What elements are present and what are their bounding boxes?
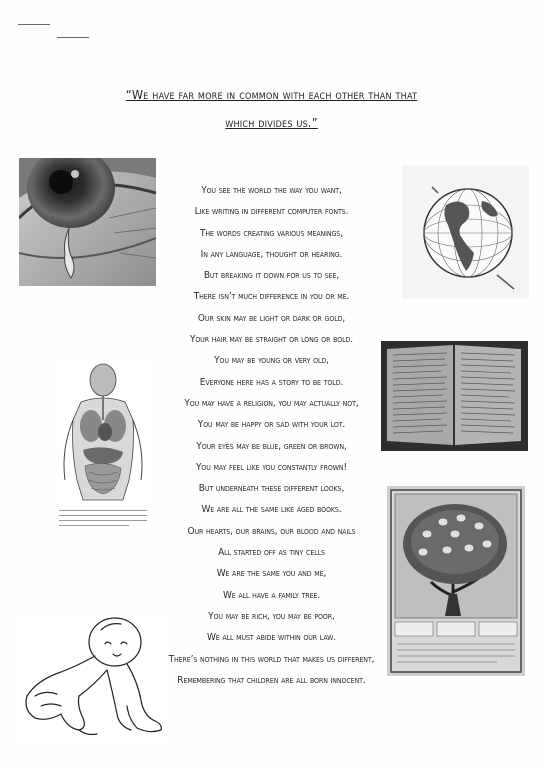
poem-line: Like writing in different computer fonts.	[194, 206, 349, 218]
scan-mark	[57, 37, 89, 38]
poem-line: You may feel like you constantly frown!	[195, 461, 348, 473]
poem-line: All started off as tiny cells	[218, 547, 325, 559]
poem-line: You may be happy or sad with your lot.	[197, 419, 346, 431]
globe-illustration	[402, 165, 529, 299]
poem-line: You may be rich, you may be poor,	[208, 610, 335, 622]
poem-line: But underneath these different looks,	[198, 483, 345, 495]
poem-line: Our hearts, our brains, our blood and nails	[187, 525, 356, 537]
anatomy-illustration	[53, 360, 153, 532]
poem-line: We all have a family tree.	[222, 589, 321, 601]
poem-line: Everyone here has a story to be told.	[199, 376, 344, 388]
poem-line: The words creating various meanings,	[200, 227, 343, 239]
baby-illustration	[17, 610, 167, 745]
quote-title-line-1: “We have far more in common with each other than that	[125, 87, 418, 102]
poem-line: There isn’t much difference in you or me.	[193, 291, 350, 303]
quote-title-line-2: which divides us.”	[225, 115, 318, 130]
poem	[148, 180, 395, 691]
family-tree-illustration	[387, 486, 525, 676]
poem-line: In any language, thought or hearing.	[200, 248, 343, 260]
poem-line: Your eyes may be blue, green or brown,	[196, 440, 347, 452]
scan-mark	[18, 24, 50, 25]
poem-line: You see the world the way you want,	[201, 185, 342, 196]
poem-line: But breaking it down for us to see,	[203, 270, 340, 282]
poem-line: Remembering that children are all born innocent.	[177, 674, 366, 686]
poem-line: We are the same you and me,	[216, 568, 327, 580]
old-book-photo	[381, 341, 528, 451]
eye-illustration	[19, 158, 156, 286]
poem-line: We are all the same like aged books.	[201, 504, 342, 516]
poem-line: There’s nothing in this world that makes us different,	[168, 653, 375, 665]
poem-line: Our skin may be light or dark or gold,	[197, 312, 346, 324]
poem-line: We all must abide within our law.	[206, 632, 337, 644]
poem-line: You may have a religion, you may actually not,	[184, 397, 359, 409]
poem-line: You may be young or very old,	[214, 355, 329, 367]
poem-line: Your hair may be straight or long or bold.	[189, 334, 354, 346]
